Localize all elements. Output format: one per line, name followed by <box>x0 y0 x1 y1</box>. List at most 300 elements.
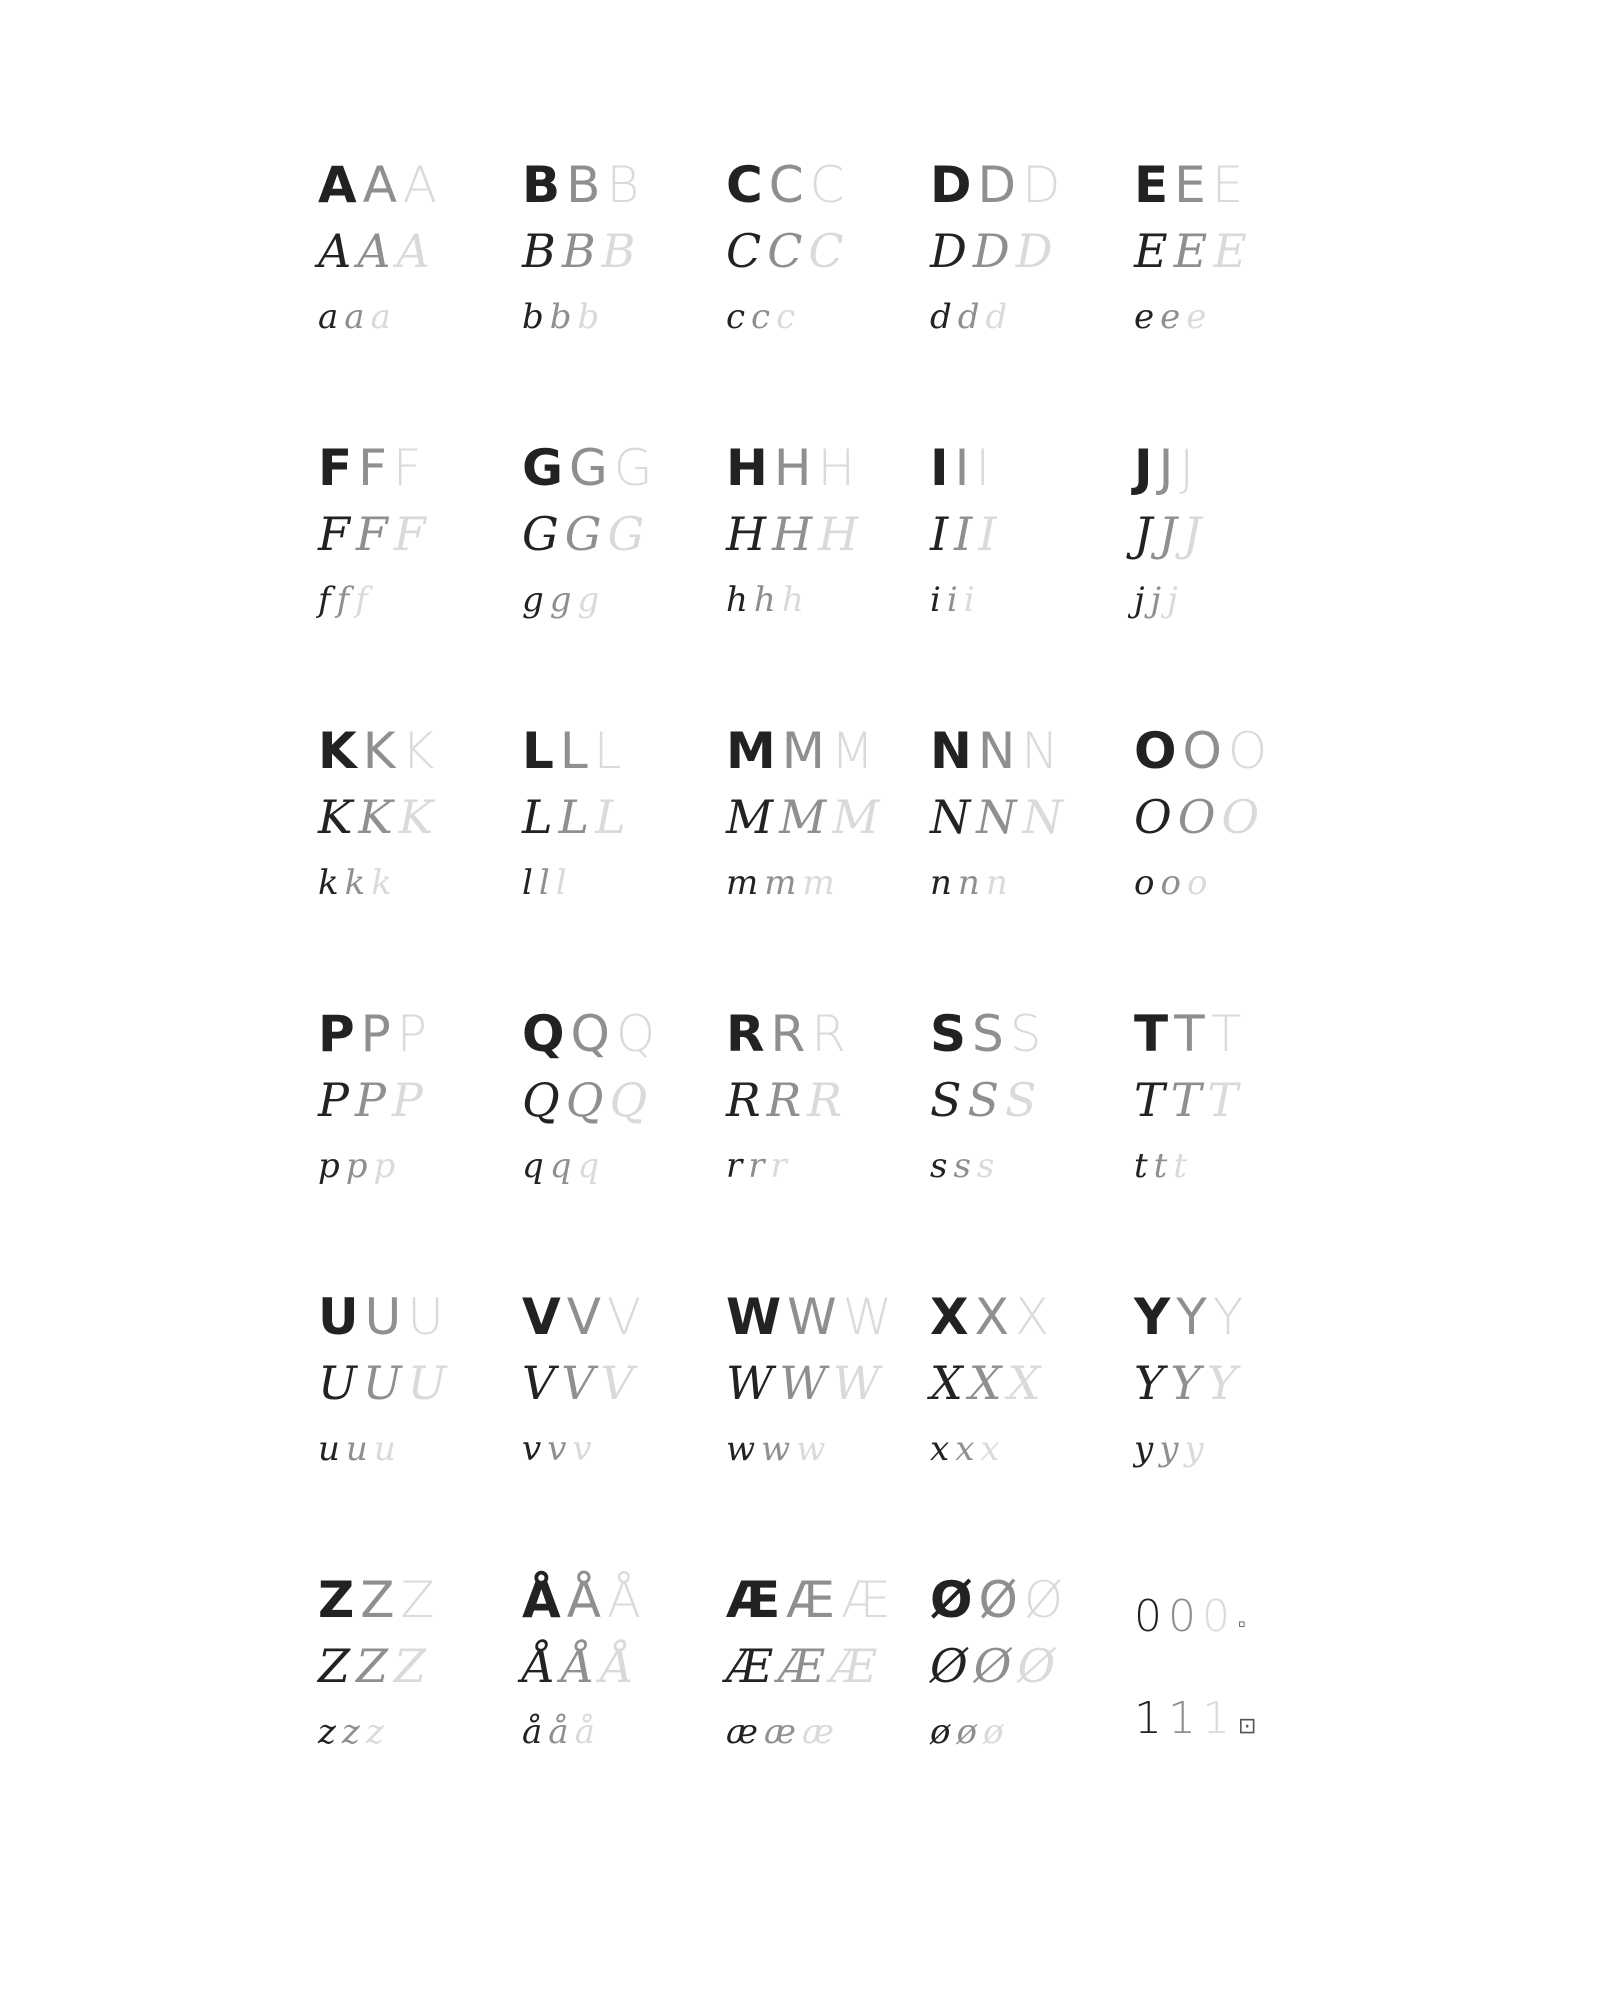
cursive-upper-solid: I <box>930 507 949 561</box>
cursive-lower-faint: d <box>985 297 1008 337</box>
cursive-lower-solid: g <box>522 580 544 620</box>
cursive-upper-row <box>522 224 636 278</box>
print-letter-row <box>318 722 435 780</box>
cursive-lower-faint: l <box>555 863 567 903</box>
print-letter-faint: C <box>809 156 845 214</box>
cursive-lower-faint: z <box>365 1712 384 1752</box>
cursive-upper-faint: O <box>1221 790 1260 844</box>
cursive-lower-gray: o <box>1160 863 1181 903</box>
print-letter-gray: M <box>781 722 825 780</box>
cursive-lower-faint: p <box>373 1146 396 1186</box>
cursive-lower-faint: v <box>572 1429 592 1469</box>
cursive-lower-faint: n <box>985 863 1008 903</box>
print-letter-row <box>318 439 422 497</box>
cursive-upper-gray: N <box>976 790 1017 844</box>
print-letter-row <box>318 1288 444 1346</box>
print-letter-faint: Å <box>606 1571 642 1629</box>
print-letter-row <box>1134 722 1268 780</box>
print-letter-gray: G <box>569 439 608 497</box>
print-letter-solid: D <box>930 156 972 214</box>
cursive-lower-solid: l <box>522 863 533 903</box>
cursive-lower-row <box>318 1146 396 1186</box>
print-letter-row <box>930 722 1059 780</box>
cursive-lower-solid: v <box>522 1429 542 1469</box>
letter-card-s <box>912 999 1116 1282</box>
cursive-upper-gray: D <box>972 224 1010 278</box>
cursive-lower-row <box>318 1429 396 1469</box>
cursive-lower-solid: u <box>318 1429 340 1469</box>
cursive-lower-solid: x <box>930 1429 950 1469</box>
cursive-lower-row <box>726 580 804 620</box>
cursive-upper-row <box>1134 790 1260 844</box>
cursive-lower-gray: g <box>549 580 572 620</box>
print-letter-gray: Ø <box>978 1571 1018 1629</box>
cursive-lower-row <box>1134 1429 1204 1469</box>
print-letter-gray: Q <box>570 1005 610 1063</box>
cursive-upper-faint: Ø <box>1017 1639 1056 1693</box>
cursive-upper-gray: V <box>561 1356 595 1410</box>
letter-card-r <box>708 999 912 1282</box>
print-letter-faint: Æ <box>840 1571 890 1629</box>
cursive-upper-row <box>930 1356 1041 1410</box>
print-letter-gray: Y <box>1176 1288 1207 1346</box>
print-letter-solid: A <box>318 156 357 214</box>
cursive-lower-solid: r <box>726 1146 743 1186</box>
cursive-lower-solid: c <box>726 297 746 337</box>
print-letter-row <box>930 1288 1050 1346</box>
letter-card-z <box>300 1565 504 1848</box>
cursive-upper-gray: H <box>772 507 813 561</box>
cursive-lower-gray: w <box>761 1429 791 1469</box>
cursive-upper-row <box>930 507 997 561</box>
cursive-upper-solid: A <box>318 224 352 278</box>
letter-card-i <box>912 433 1116 716</box>
small-square-icon: ▫ <box>1238 1612 1246 1637</box>
cursive-upper-solid: W <box>726 1356 774 1410</box>
cursive-lower-row <box>522 580 600 620</box>
print-letter-row <box>522 722 622 780</box>
print-letter-solid: U <box>318 1288 359 1346</box>
cursive-upper-solid: K <box>318 790 353 844</box>
print-letter-gray: K <box>362 722 396 780</box>
print-letter-row <box>1134 439 1195 497</box>
cursive-upper-row <box>522 1073 648 1127</box>
print-letter-faint: O <box>1227 722 1268 780</box>
print-letter-solid: T <box>1134 1005 1169 1063</box>
cursive-upper-solid: O <box>1134 790 1172 844</box>
cursive-upper-faint: N <box>1022 790 1063 844</box>
letter-card-t <box>1116 999 1320 1282</box>
cursive-lower-solid: k <box>318 863 339 903</box>
cursive-upper-row <box>318 1073 423 1127</box>
cursive-upper-gray: R <box>766 1073 802 1127</box>
print-letter-solid: J <box>1134 439 1153 497</box>
print-letter-row <box>930 1005 1042 1063</box>
cursive-lower-faint: c <box>776 297 796 337</box>
cursive-lower-row <box>522 297 600 337</box>
letter-card-g <box>504 433 708 716</box>
cursive-upper-row <box>930 1073 1037 1127</box>
cursive-lower-row <box>522 1146 600 1186</box>
cursive-lower-row <box>930 1146 995 1186</box>
cursive-lower-gray: k <box>344 863 366 903</box>
cursive-upper-solid: P <box>318 1073 349 1127</box>
print-letter-solid: N <box>930 722 972 780</box>
cursive-lower-faint: q <box>577 1146 600 1186</box>
cursive-lower-row <box>1134 863 1208 903</box>
cursive-lower-solid: f <box>318 580 331 620</box>
print-letter-faint: P <box>396 1005 427 1063</box>
cursive-lower-faint: e <box>1186 297 1207 337</box>
cursive-lower-faint: m <box>802 863 835 903</box>
letter-card-h <box>708 433 912 716</box>
letter-card-u <box>300 1282 504 1565</box>
cursive-lower-faint: g <box>577 580 600 620</box>
cursive-upper-solid: Æ <box>726 1639 773 1693</box>
print-letter-faint: Ø <box>1023 1571 1064 1629</box>
cursive-lower-gray: r <box>748 1146 765 1186</box>
cursive-lower-gray: f <box>336 580 350 620</box>
print-letter-faint: D <box>1022 156 1061 214</box>
print-letter-solid: C <box>726 156 763 214</box>
cursive-lower-gray: æ <box>763 1712 796 1752</box>
print-letter-faint: E <box>1211 156 1244 214</box>
print-letter-faint: Q <box>615 1005 656 1063</box>
cursive-upper-row <box>726 1639 877 1693</box>
cursive-upper-faint: G <box>607 507 645 561</box>
cursive-lower-row <box>1134 297 1207 337</box>
print-letter-faint: N <box>1021 722 1059 780</box>
letter-card-ae <box>708 1565 912 1848</box>
cursive-upper-solid: B <box>522 224 556 278</box>
cursive-lower-row <box>726 1146 787 1186</box>
cursive-upper-faint: H <box>818 507 859 561</box>
cursive-lower-faint: u <box>373 1429 396 1469</box>
cursive-upper-faint: L <box>595 790 626 844</box>
print-letter-faint: R <box>811 1005 847 1063</box>
print-letter-solid: O <box>1134 722 1177 780</box>
print-letter-solid: S <box>930 1005 967 1063</box>
cursive-upper-gray: Å <box>561 1639 595 1693</box>
print-letter-faint: K <box>401 722 435 780</box>
digit-zero-solid: 0 <box>1134 1591 1162 1642</box>
cursive-lower-gray: x <box>955 1429 975 1469</box>
cursive-upper-faint: W <box>832 1356 880 1410</box>
letter-card-v <box>504 1282 708 1565</box>
cursive-lower-gray: s <box>953 1146 971 1186</box>
cursive-upper-faint: Å <box>600 1639 634 1693</box>
cursive-upper-row <box>522 1639 634 1693</box>
print-letter-solid: G <box>522 439 564 497</box>
cursive-lower-solid: i <box>930 580 941 620</box>
cursive-upper-gray: K <box>358 790 393 844</box>
letter-card-q <box>504 999 708 1282</box>
cursive-upper-gray: T <box>1170 1073 1202 1127</box>
print-letter-faint: G <box>613 439 653 497</box>
cursive-lower-solid: y <box>1134 1429 1154 1469</box>
cursive-lower-solid: ø <box>930 1712 951 1752</box>
cursive-upper-faint: S <box>1005 1073 1037 1127</box>
letter-card-c <box>708 150 912 433</box>
cursive-lower-gray: å <box>548 1712 569 1752</box>
cursive-upper-faint: T <box>1207 1073 1239 1127</box>
cursive-upper-gray: C <box>767 224 803 278</box>
print-letter-solid: R <box>726 1005 765 1063</box>
letter-card-a <box>300 150 504 433</box>
print-letter-gray: W <box>787 1288 837 1346</box>
cursive-lower-gray: i <box>946 580 958 620</box>
cursive-upper-gray: F <box>355 507 388 561</box>
cursive-upper-gray: B <box>561 224 596 278</box>
print-letter-gray: J <box>1158 439 1174 497</box>
cursive-upper-row <box>522 507 645 561</box>
cursive-upper-faint: Æ <box>830 1639 877 1693</box>
print-letter-solid: V <box>522 1288 561 1346</box>
print-letter-gray: L <box>559 722 588 780</box>
cursive-lower-solid: b <box>522 297 544 337</box>
cursive-lower-faint: a <box>370 297 391 337</box>
letter-card-a-ring <box>504 1565 708 1848</box>
cursive-upper-row <box>1134 507 1202 561</box>
cursive-upper-gray: I <box>954 507 973 561</box>
cursive-upper-solid: N <box>930 790 971 844</box>
letter-card-e <box>1116 150 1320 433</box>
print-letter-gray: O <box>1182 722 1222 780</box>
letter-card-j <box>1116 433 1320 716</box>
digit-one-solid: 1 <box>1134 1693 1162 1744</box>
cursive-upper-gray: Q <box>565 1073 604 1127</box>
print-letter-row <box>318 156 438 214</box>
cursive-upper-faint: B <box>601 224 636 278</box>
print-letter-gray: X <box>974 1288 1009 1346</box>
print-letter-solid: P <box>318 1005 355 1063</box>
cursive-lower-row <box>930 1429 1000 1469</box>
cursive-upper-solid: Å <box>522 1639 556 1693</box>
cursive-lower-faint: y <box>1184 1429 1204 1469</box>
cursive-lower-gray: u <box>345 1429 368 1469</box>
print-letter-faint: F <box>392 439 422 497</box>
cursive-lower-gray: ø <box>956 1712 977 1752</box>
print-letter-faint: S <box>1009 1005 1042 1063</box>
print-letter-solid: W <box>726 1288 782 1346</box>
letter-card-w <box>708 1282 912 1565</box>
cursive-lower-solid: z <box>318 1712 336 1752</box>
print-letter-row <box>726 1288 893 1346</box>
print-letter-gray: F <box>358 439 387 497</box>
print-letter-faint: L <box>593 722 622 780</box>
cursive-upper-row <box>522 790 626 844</box>
cursive-upper-faint: M <box>832 790 880 844</box>
cursive-upper-solid: F <box>318 507 350 561</box>
print-letter-faint: T <box>1210 1005 1242 1063</box>
print-letter-row <box>726 722 875 780</box>
cursive-upper-solid: L <box>522 790 553 844</box>
cursive-lower-row <box>522 1712 595 1752</box>
print-letter-row <box>522 1288 642 1346</box>
cursive-upper-row <box>318 1356 447 1410</box>
letter-card-y <box>1116 1282 1320 1565</box>
print-letter-faint: I <box>975 439 991 497</box>
cursive-lower-faint: h <box>781 580 804 620</box>
cursive-upper-solid: H <box>726 507 767 561</box>
cursive-upper-row <box>318 507 426 561</box>
digit-one-faint: 1 <box>1202 1693 1230 1744</box>
cursive-upper-gray: M <box>779 790 827 844</box>
cursive-lower-row <box>726 863 835 903</box>
cursive-lower-faint: æ <box>801 1712 834 1752</box>
print-letter-gray: T <box>1174 1005 1205 1063</box>
print-letter-faint: J <box>1179 439 1195 497</box>
cursive-lower-gray: y <box>1159 1429 1179 1469</box>
print-letter-solid: Ø <box>930 1571 973 1629</box>
print-letter-row <box>726 1571 890 1629</box>
cursive-upper-solid: G <box>522 507 559 561</box>
cursive-upper-solid: Ø <box>930 1639 968 1693</box>
cursive-lower-gray: t <box>1153 1146 1168 1186</box>
cursive-upper-gray: J <box>1158 507 1177 561</box>
cursive-upper-row <box>522 1356 634 1410</box>
print-letter-solid: Æ <box>726 1571 781 1629</box>
cursive-lower-row <box>318 297 391 337</box>
cursive-lower-gray: h <box>753 580 776 620</box>
digit-zero-gray: 0 <box>1168 1591 1196 1642</box>
print-letter-solid: Y <box>1134 1288 1171 1346</box>
cursive-upper-gray: P <box>354 1073 386 1127</box>
cursive-upper-solid: J <box>1134 507 1153 561</box>
print-letter-faint: U <box>407 1288 444 1346</box>
cursive-lower-gray: e <box>1160 297 1181 337</box>
print-letter-gray: R <box>770 1005 806 1063</box>
cursive-upper-solid: M <box>726 790 774 844</box>
print-letter-row <box>726 1005 847 1063</box>
print-letter-row <box>1134 156 1244 214</box>
cursive-lower-solid: w <box>726 1429 756 1469</box>
cursive-upper-faint: U <box>407 1356 447 1410</box>
print-letter-gray: A <box>362 156 397 214</box>
cursive-lower-solid: æ <box>726 1712 758 1752</box>
cursive-lower-solid: d <box>930 297 952 337</box>
cursive-upper-row <box>930 224 1053 278</box>
cursive-upper-solid: C <box>726 224 762 278</box>
letter-card-n <box>912 716 1116 999</box>
print-letter-solid: I <box>930 439 949 497</box>
cursive-lower-gray: b <box>549 297 572 337</box>
print-letter-faint: X <box>1014 1288 1050 1346</box>
print-letter-gray: V <box>566 1288 601 1346</box>
cursive-upper-row <box>930 790 1063 844</box>
cursive-upper-faint: I <box>978 507 997 561</box>
cursive-lower-row <box>726 1429 826 1469</box>
letter-card-f <box>300 433 504 716</box>
cursive-lower-row <box>930 297 1008 337</box>
print-letter-row <box>930 439 991 497</box>
print-letter-solid: Q <box>522 1005 565 1063</box>
print-letter-row <box>522 1571 642 1629</box>
cursive-lower-solid: j <box>1134 580 1145 620</box>
cursive-lower-faint: r <box>770 1146 787 1186</box>
cursive-lower-row <box>930 863 1008 903</box>
cursive-upper-faint: F <box>393 507 426 561</box>
print-letter-row <box>318 1005 427 1063</box>
cursive-lower-solid: a <box>318 297 339 337</box>
print-letter-solid: F <box>318 439 353 497</box>
alphabet-grid <box>300 150 1320 1850</box>
cursive-lower-faint: j <box>1167 580 1178 620</box>
cursive-lower-row <box>318 863 392 903</box>
print-letter-gray: N <box>977 722 1016 780</box>
cursive-upper-solid: X <box>930 1356 963 1410</box>
cursive-upper-faint: J <box>1182 507 1202 561</box>
letter-card-o <box>1116 716 1320 999</box>
cursive-lower-solid: q <box>522 1146 544 1186</box>
cursive-upper-gray: L <box>558 790 590 844</box>
letter-card-o-slash <box>912 1565 1116 1848</box>
cursive-lower-row <box>1134 580 1178 620</box>
cursive-lower-gray: q <box>549 1146 572 1186</box>
cursive-lower-faint: s <box>976 1146 995 1186</box>
cursive-lower-faint: x <box>980 1429 1000 1469</box>
print-letter-gray: P <box>360 1005 391 1063</box>
cursive-upper-faint: V <box>600 1356 634 1410</box>
cursive-lower-faint: w <box>796 1429 826 1469</box>
print-letter-faint: H <box>817 439 856 497</box>
cursive-upper-row <box>726 1356 880 1410</box>
alphabet-sheet <box>300 150 1320 1850</box>
cursive-lower-solid: s <box>930 1146 948 1186</box>
print-letter-solid: Å <box>522 1571 561 1629</box>
cursive-upper-faint: X <box>1007 1356 1041 1410</box>
cursive-upper-solid: S <box>930 1073 962 1127</box>
cursive-upper-solid: Y <box>1134 1356 1165 1410</box>
print-letter-solid: Z <box>318 1571 355 1629</box>
cursive-upper-faint: Z <box>393 1639 426 1693</box>
cursive-lower-solid: o <box>1134 863 1155 903</box>
print-letter-faint: B <box>606 156 640 214</box>
print-letter-row <box>1134 1288 1244 1346</box>
letter-card-x <box>912 1282 1116 1565</box>
cursive-lower-faint: f <box>355 580 368 620</box>
print-letter-faint: Z <box>400 1571 435 1629</box>
cursive-lower-solid: h <box>726 580 748 620</box>
cursive-upper-gray: W <box>779 1356 827 1410</box>
print-letter-row <box>930 1571 1064 1629</box>
print-letter-faint: W <box>842 1288 893 1346</box>
cursive-upper-row <box>726 507 859 561</box>
cursive-lower-row <box>930 580 975 620</box>
print-letter-gray: B <box>566 156 601 214</box>
cursive-upper-gray: Æ <box>778 1639 825 1693</box>
digit-one-row <box>1134 1693 1257 1744</box>
cursive-upper-gray: A <box>357 224 391 278</box>
print-letter-row <box>522 439 653 497</box>
print-letter-row <box>522 156 640 214</box>
print-letter-gray: Æ <box>786 1571 835 1629</box>
cursive-lower-faint: ø <box>982 1712 1004 1752</box>
letter-card-d <box>912 150 1116 433</box>
cursive-lower-row <box>1134 1146 1188 1186</box>
print-letter-solid: L <box>522 722 554 780</box>
cursive-upper-solid: Q <box>522 1073 560 1127</box>
cursive-upper-solid: U <box>318 1356 357 1410</box>
cursive-upper-solid: V <box>522 1356 556 1410</box>
cursive-lower-gray: z <box>341 1712 360 1752</box>
cursive-upper-row <box>726 790 880 844</box>
cursive-upper-solid: R <box>726 1073 761 1127</box>
cursive-lower-gray: m <box>764 863 797 903</box>
cursive-upper-row <box>930 1639 1056 1693</box>
cursive-upper-row <box>1134 1356 1238 1410</box>
cursive-lower-row <box>318 1712 384 1752</box>
